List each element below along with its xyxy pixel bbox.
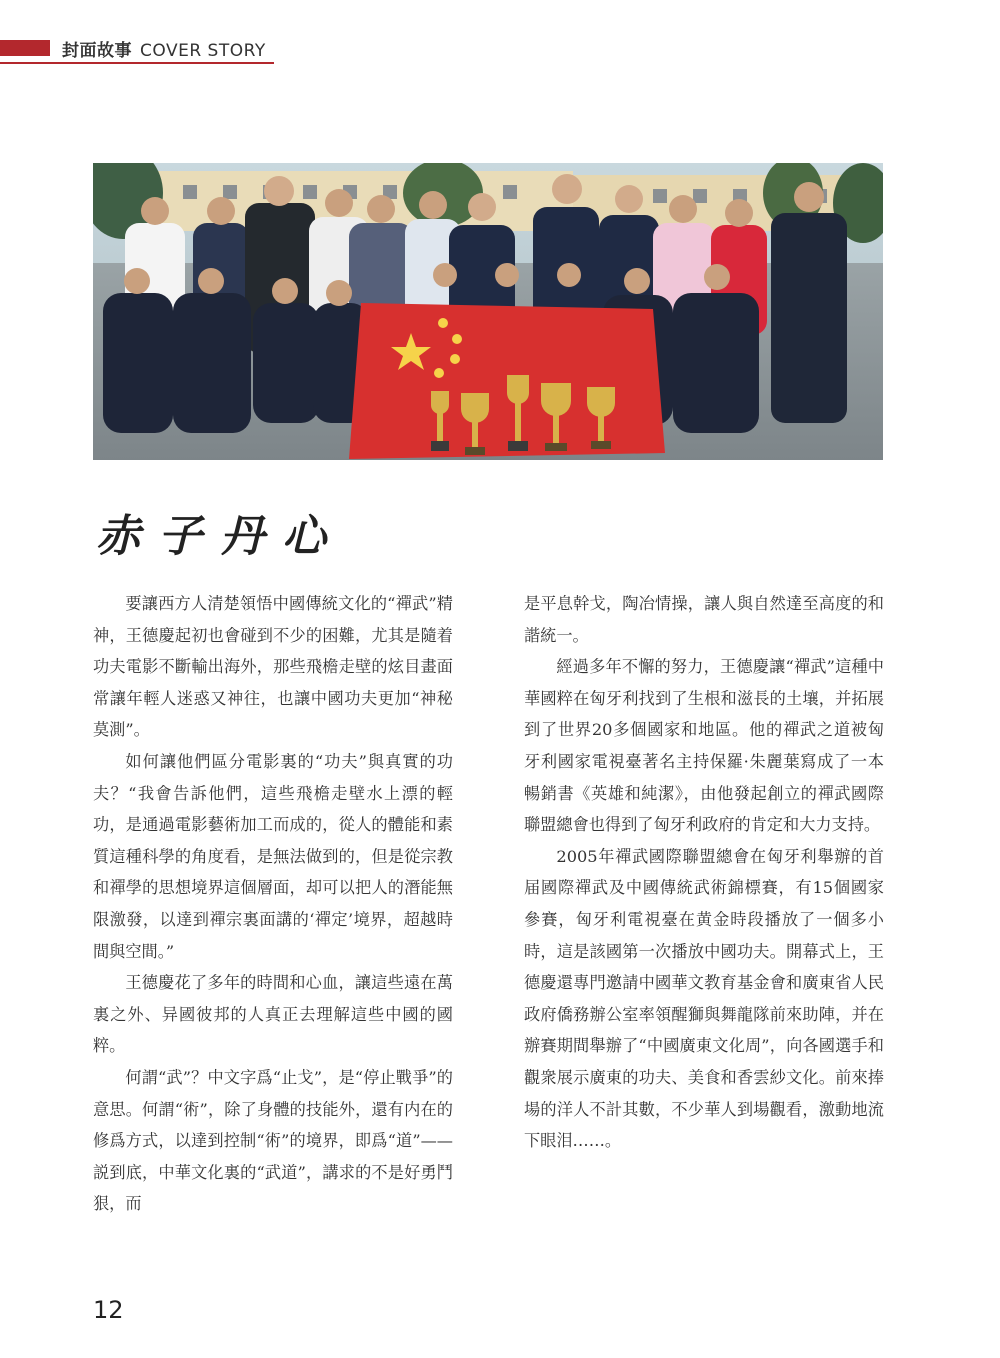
article-column-left [93,588,453,1220]
section-label-en: COVER STORY [140,41,266,61]
paragraph: 2005年禪武國際聯盟總會在匈牙利舉辦的首届國際禪武及中國傳統武術錦標賽，有15個國家參賽，匈牙利電視臺在黄金時段播放了一個多小時，這是該國第一次播放中國功夫。開幕式上，王德慶還專門邀請中國華文教育基金會和廣東省人民政府僑務辦公室率領醒獅與舞龍隊前來助陣，并在辦賽期間舉辦了“中國廣東文化周”，向各國選手和觀衆展示廣東的功夫、美食和香雲紗文化。前來捧場的洋人不計其數，不少華人到場觀看，激動地流下眼泪……。 [524,846,884,1151]
paragraph: 何謂“武”？中文字爲“止戈”，是“停止戰爭”的意思。何謂“術”，除了身體的技能外，還有内在的修爲方式，以達到控制“術”的境界，即爲“道”——説到底，中華文化裏的“武道”，講求的不是好勇鬥狠，而 [93,1067,453,1214]
section-label-zh: 封面故事 [62,41,132,61]
page-number: 12 [93,1296,124,1324]
paragraph: 如何讓他們區分電影裏的“功夫”與真實的功夫？“我會告訴他們，這些飛檐走壁水上漂的輕功，是通過電影藝術加工而成的，從人的體能和素質這種科學的角度看，是無法做到的，但是從宗教和禪學的思想境界這個層面，却可以把人的潛能無限激發，以達到禪宗裏面講的‘禪定’境界，超越時間與空間。” [93,751,453,961]
paragraph: 王德慶花了多年的時間和心血，讓這些遠在萬裏之外、异國彼邦的人真正去理解這些中國的國粹。 [93,973,453,1056]
section-marker-bar [0,40,50,56]
paragraph: 經過多年不懈的努力，王德慶讓“禪武”這種中華國粹在匈牙利找到了生根和滋長的土壤，并拓展到了世界20多個國家和地區。他的禪武之道被匈牙利國家電視臺著名主持保羅·朱麗葉寫成了一本暢銷書《英雄和純潔》，由他發起創立的禪武國際聯盟總會也得到了匈牙利政府的肯定和大力支持。 [524,657,884,835]
article-column-right [524,588,884,1157]
article-title: 赤子丹心 [96,511,344,562]
paragraph-continuation: 是平息幹戈，陶冶情操，讓人與自然達至高度的和諧統一。 [524,594,884,645]
paragraph: 要讓西方人清楚領悟中國傳統文化的“禪武”精神，王德慶起初也會碰到不少的困難，尤其是隨着功夫電影不斷輸出海外，那些飛檐走壁的炫目畫面常讓年輕人迷惑又神往，也讓中國功夫更加“神秘莫測”。 [93,594,453,740]
section-header [0,36,280,60]
group-photo-illustration [93,163,883,460]
section-label [62,36,266,61]
section-header-rule [0,62,274,64]
cover-photo [93,163,883,460]
